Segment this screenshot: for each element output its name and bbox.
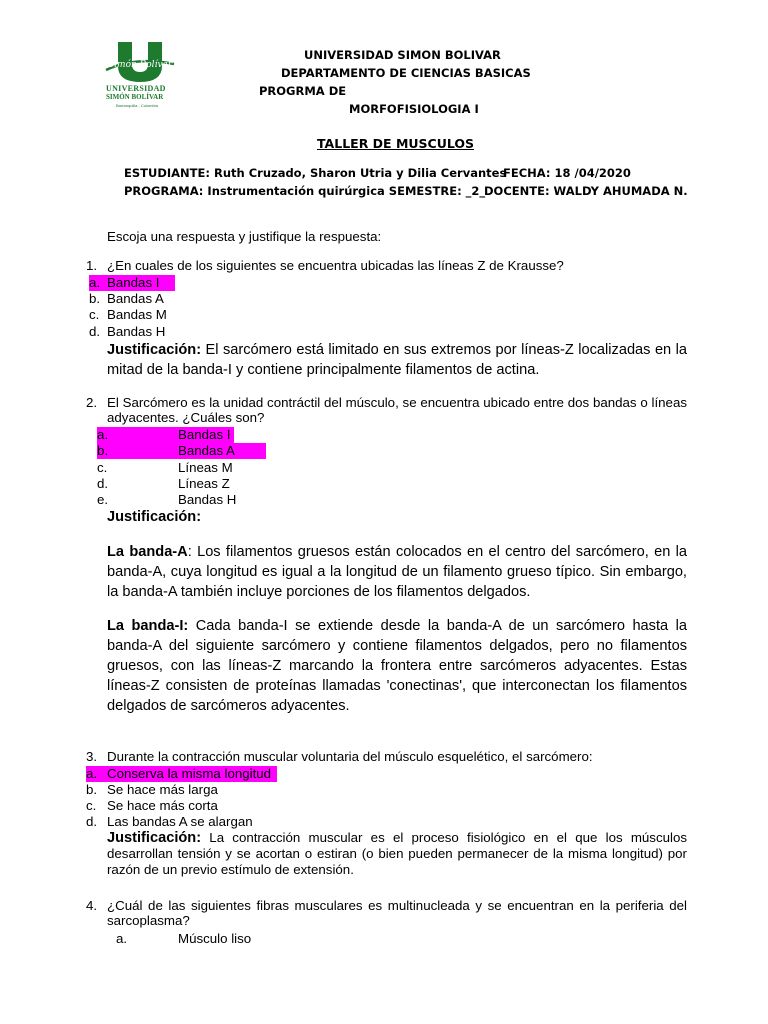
university-name: UNIVERSIDAD SIMON BOLIVAR (304, 48, 501, 62)
question-number: 1. (86, 258, 98, 273)
option-letter: a. (86, 766, 98, 781)
justification-text: El sarcómero está limitado en sus extremos por líneas-Z localizadas en la mitad de la banda-I y contiene principalmente filamentos de actina. (107, 342, 687, 378)
option-letter: c. (97, 460, 108, 475)
option-text: Bandas H (107, 324, 166, 339)
option-letter: b. (89, 291, 101, 306)
teacher-line: DOCENTE: WALDY AHUMADA N. (484, 184, 688, 198)
band-a-paragraph (107, 542, 687, 602)
band-i-text: Cada banda-I se extiende desde la banda-A de un sarcómero hasta la banda-A del siguiente sarcómero y contiene filamentos delgados, pero no filamentos gruesos, con las líneas-Z marcando la frontera entre sarcómeros adyacentes. Estas líneas-Z consisten de proteínas llamadas 'conectinas', que interconectan los filamentos delgados de sarcómeros adyacentes. (107, 618, 687, 714)
student-line: ESTUDIANTE: Ruth Cruzado, Sharon Utria y Dilia Cervantes (124, 166, 507, 180)
question-number: 4. (86, 898, 98, 913)
band-i-paragraph (107, 616, 687, 716)
option-text: Las bandas A se alargan (107, 814, 253, 829)
band-i-label: La banda-I: (107, 618, 189, 634)
option-letter: d. (86, 814, 98, 829)
option-letter: b. (86, 782, 98, 797)
program-line: PROGRAMA: Instrumentación quirúrgica SEMESTRE: _2_ (124, 184, 486, 198)
justification-text: La contracción muscular es el proceso fisiológico en el que los músculos desarrollan tensión y se acortan o estiran (o bien pueden permanecer de la misma longitud) por razón de un previo estímulo de extensión. (107, 830, 687, 877)
option-letter: d. (89, 324, 101, 339)
program-label: PROGRMA DE (259, 84, 347, 98)
question-number: 3. (86, 749, 98, 764)
option-letter: a. (116, 931, 128, 946)
option-text: Se hace más larga (107, 782, 218, 797)
question-number: 2. (86, 395, 98, 410)
option-text: Músculo liso (178, 931, 252, 946)
justification (107, 340, 687, 380)
option-text: Se hace más corta (107, 798, 218, 813)
date-line: FECHA: 18 /04/2020 (503, 166, 631, 180)
question-text: ¿En cuales de los siguientes se encuentra ubicadas las líneas Z de Krausse? (107, 258, 564, 273)
course-name: MORFOFISIOLOGIA I (349, 102, 479, 116)
justification-label: Justificación: (107, 342, 202, 358)
option-text: Conserva la misma longitud (107, 766, 272, 781)
logo-text-line2: SIMÓN BOLÍVAR (106, 93, 164, 101)
option-text: Bandas I (107, 275, 160, 290)
option-letter: a. (97, 427, 109, 442)
option-text: Bandas M (107, 307, 167, 322)
justification (107, 830, 687, 878)
option-text: Líneas M (178, 460, 233, 475)
option-letter: c. (86, 798, 97, 813)
question-text: ¿Cuál de las siguientes fibras musculares es multinucleada y se encuentran en la periferia del sarcoplasma? (107, 898, 687, 928)
logo-text-line1: UNIVERSIDAD (106, 84, 166, 93)
option-letter: c. (89, 307, 100, 322)
option-text: Bandas A (107, 291, 164, 306)
justification-label: Justificación: (107, 830, 202, 846)
justification-label: Justificación: (107, 509, 202, 525)
option-text: Bandas H (178, 492, 237, 507)
option-letter: a. (89, 275, 101, 290)
logo-text-line3: Barranquilla - Colombia (116, 103, 158, 108)
university-logo (104, 40, 176, 110)
option-letter: b. (97, 443, 109, 458)
department-name: DEPARTAMENTO DE CIENCIAS BASICAS (281, 66, 531, 80)
option-text: Líneas Z (178, 476, 230, 491)
question-text: El Sarcómero es la unidad contráctil del músculo, se encuentra ubicado entre dos bandas o líneas adyacentes. ¿Cuáles son? (107, 395, 687, 425)
band-a-text: : Los filamentos gruesos están colocados en el centro del sarcómero, en la banda-A, cuya longitud es igual a la longitud de un filamento grueso típico. Sin embargo, la banda-A también incluye porciones de los filamentos delgados. (107, 544, 687, 600)
instruction: Escoja una respuesta y justifique la respuesta: (107, 229, 382, 244)
option-letter: d. (97, 476, 109, 491)
option-text: Bandas A (178, 443, 235, 458)
page-title: TALLER DE MUSCULOS (317, 136, 475, 151)
question-text: Durante la contracción muscular voluntaria del músculo esquelético, el sarcómero: (107, 749, 593, 764)
logo-script: Simón Bolívar (108, 60, 173, 70)
band-a-label: La banda-A (107, 544, 188, 560)
option-text: Bandas I (178, 427, 231, 442)
option-letter: e. (97, 492, 109, 507)
